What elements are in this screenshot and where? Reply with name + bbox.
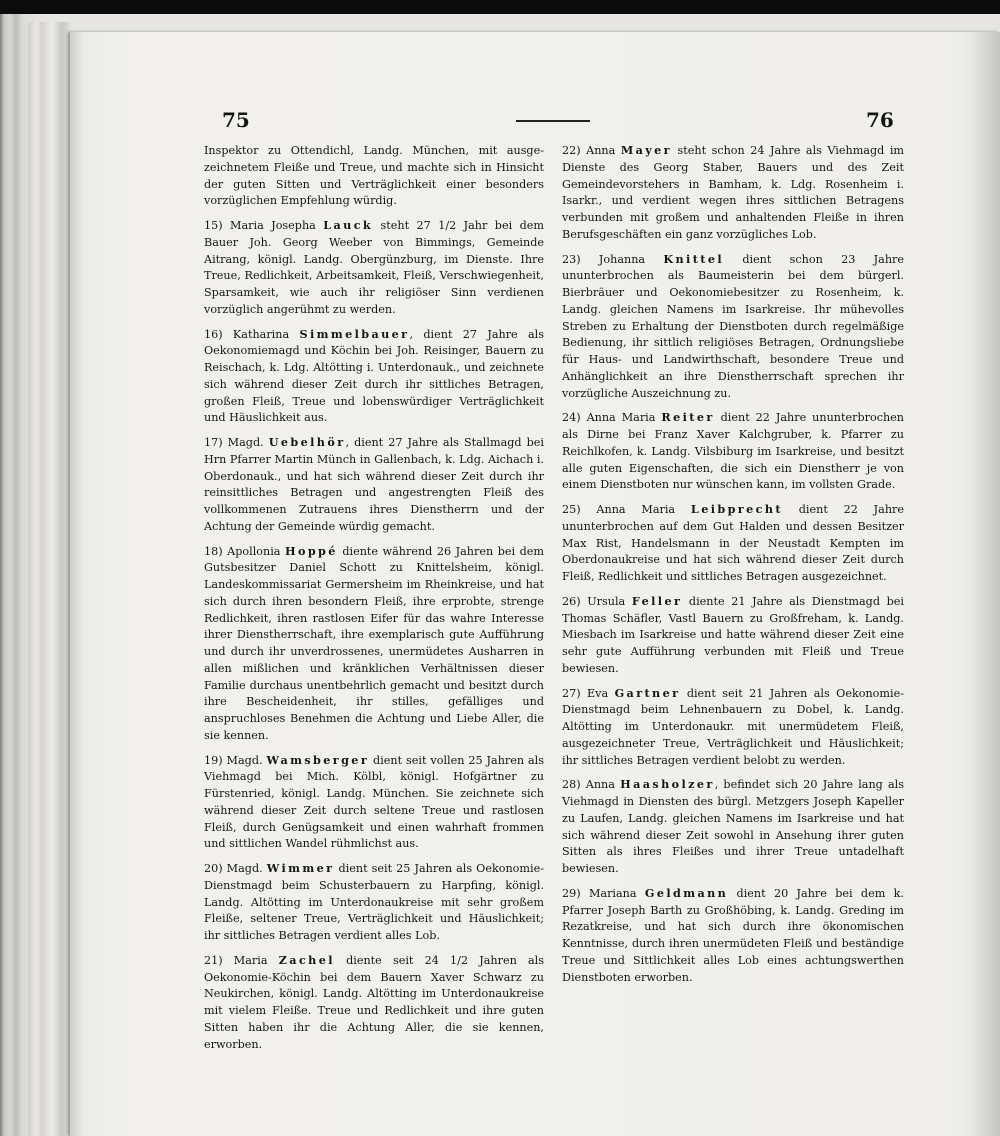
entry-text: steht schon 24 Jahre als Viehmagd im Dienste des Georg Staber, Bauers und des Zeit Gemeindevorstehers in Bamham, k. Ldg. Rosenheim i. Isarkr., und verdient wegen ihres sittlichen Betragens verbunden mit großem und anhaltenden Fleiße in ihren Berufsgeschäften ein ganz vorzügliches Lob. <box>562 144 905 241</box>
entry-text: diente seit 24 1/2 Jahren als Oekonomie-Köchin bei dem Bauern Xaver Schwarz zu Neukirchen, königl. Landg. Altötting im Unterdonaukreise mit vielem Fleiße. Treue und Redlichkeit und ihre guten Sitten haben ihr die Achtung Aller, die sie kennen, erworben. <box>204 953 544 1051</box>
entry-name: Leibprecht <box>690 502 783 516</box>
entry-text: steht 27 1/2 Jahr bei dem Bauer Joh. Georg Weeber von Bimmings, Gemeinde Aitrang, königl. Landg. Obergünzburg, im Dienste. Ihre Treue, Redlichkeit, Arbeitsamkeit, Fleiß, Verschwiegenheit, Sparsamkeit, wie auch ihr religiöser Sinn verdienen vorzüglich angerühmt zu werden. <box>204 219 544 316</box>
entry-name: Simmelbauer <box>299 326 410 341</box>
entry-name: Knittel <box>663 251 725 266</box>
entry-text: diente 21 Jahre als Dienstmagd bei Thomas Schäfler, Vastl Bauern zu Großfreham, k. Landg. Miesbach im Isarkreise und hatte während dieser Zeit eine sehr gute Aufführung verbunden mit Fleiß und Treue bewiesen. <box>562 594 904 675</box>
book-page-edges <box>28 22 73 1136</box>
entry-lead: 26) Ursula <box>562 594 632 608</box>
paragraph <box>204 217 544 319</box>
page-number-right: 76 <box>866 108 894 132</box>
entry-lead: 23) Johanna <box>562 252 664 266</box>
paragraph <box>204 860 544 945</box>
paragraph <box>562 685 904 770</box>
paragraph <box>562 593 904 678</box>
entry-name: Feller <box>631 593 683 608</box>
header-rule <box>516 120 590 122</box>
paragraph <box>204 543 544 745</box>
entry-lead: 22) Anna <box>562 144 621 157</box>
entry-text: dient seit 25 Jahren als Oekonomie-Dienstmagd beim Schusterbauern zu Harpfing, königl. Landg. Altötting im Unterdonaukreise mit sehr großem Fleiße, seltener Treue, Verträglichkeit und Häuslichkeit; ihr sittliches Betragen verdient alles Lob. <box>204 862 544 942</box>
paragraph <box>562 776 904 878</box>
paragraph <box>204 434 544 536</box>
entry-lead: 18) Apollonia <box>204 544 285 558</box>
entry-name: Zachel <box>278 952 335 967</box>
paragraph <box>204 952 544 1054</box>
page-shadow <box>970 32 1000 1136</box>
paragraph <box>562 409 904 494</box>
entry-text: Inspektor zu Ottendichl, Landg. München, mit ausge-zeichnetem Fleiße und Treue, und machte sich in Hinsicht der guten Sitten und Verträglichkeit einer besonders vorzüglichen Empfehlung würdig. <box>204 144 544 208</box>
text-column-left <box>204 142 544 1060</box>
entry-text: diente während 26 Jahren bei dem Gutsbesitzer Daniel Schott zu Knittelsheim, königl. Landeskommissariat Germersheim im Rheinkreise, und hat sich durch ihren besondern Fleiß, ihre erprobte, strenge Redlichkeit, ihren rastlosen Eifer für das wahre Interesse ihrer Dienstherrschaft, ihre exemplarisch gute Aufführung und durch ihr unverdrossenes, unermüdetes Ausharren in allen mißlichen und kränklichen Verhältnissen dieser Familie durchaus unentbehrlich gemacht und besitzt durch ihre Bescheidenheit, ihr stilles, gefälliges und anspruchloses Benehmen die Achtung und Liebe Aller, die sie kennen. <box>204 544 544 742</box>
entry-lead: 28) Anna <box>562 778 621 792</box>
paragraph <box>562 142 904 244</box>
entry-lead: 21) Maria <box>204 953 279 967</box>
entry-lead: 17) Magd. <box>204 436 269 449</box>
entry-lead: 29) Mariana <box>562 886 645 900</box>
entry-text: dient 22 Jahre ununterbrochen auf dem Gut Halden und dessen Besitzer Max Rist, Handelsmann in der Neustadt Kempten im Oberdonaukreise und hat sich während dieser Zeit durch Fleiß, Redlichkeit und sittliches Betragen ausgezeichnet. <box>562 503 904 583</box>
entry-name: Mayer <box>620 143 672 157</box>
entry-name: Gartner <box>614 685 681 700</box>
paragraph <box>204 326 544 428</box>
entry-text: , dient 27 Jahre als Oekonomiemagd und Köchin bei Joh. Reisinger, Bauern zu Reischach, k. Ldg. Altötting i. Unterdonauk., und zeichnete sich während dieser Zeit durch ihr sittliches Betragen, großen Fleiß, Treue und lobenswürdiger Verträglichkeit und Häuslichkeit aus. <box>204 327 544 425</box>
entry-lead: 19) Magd. <box>204 753 267 767</box>
paragraph <box>562 501 904 586</box>
entry-text: , befindet sich 20 Jahre lang als Viehmagd in Diensten des bürgl. Metzgers Joseph Kapeller zu Laufen, Landg. gleichen Namens im Isarkreise und hat sich während dieser Zeit sowohl in Ansehung ihrer guten Sitten als ihres Fleißes und ihrer Treue untadelhaft bewiesen. <box>562 778 904 875</box>
paragraph <box>562 885 904 987</box>
entry-name: Haasholzer <box>620 777 715 792</box>
entry-name: Wimmer <box>266 861 335 875</box>
entry-lead: 15) Maria Josepha <box>204 219 324 232</box>
entry-lead: 27) Eva <box>562 686 615 700</box>
entry-lead: 20) Magd. <box>204 862 267 875</box>
paragraph <box>204 752 544 854</box>
entry-text: dient seit vollen 25 Jahren als Viehmagd bei Mich. Kölbl, königl. Hofgärtner zu Fürstenried, königl. Landg. München. Sie zeichnete sich während dieser Zeit durch seltene Treue und rastlosen Fleiß, durch Genügsamkeit und einen wahrhaft frommen und sittlichen Wandel rühmlichst aus. <box>204 753 544 851</box>
entry-name: Geldmann <box>644 885 729 900</box>
entry-name: Uebelhör <box>268 435 346 449</box>
text-column-right <box>562 142 904 993</box>
paragraph <box>204 142 544 210</box>
entry-name: Wamsberger <box>266 752 370 767</box>
entry-name: Reiter <box>661 410 715 425</box>
entry-text: dient 20 Jahre bei dem k. Pfarrer Joseph Barth zu Großhöbing, k. Landg. Greding im Rezatkreise, und hat sich durch ihre ökonomischen Kenntnisse, durch ihren unermüdeten Fleiß und beständige Treue und Sittlichkeit alles Lob eines achtungswerthen Dienstboten erworben. <box>562 886 904 984</box>
entry-text: dient schon 23 Jahre ununterbrochen als Baumeisterin bei dem bürgerl. Bierbräuer und Oekonomiebesitzer zu Rosenheim, k. Landg. gleichen Namens im Isarkreise. Ihr mühevolles Streben zu Erhaltung der Dienstboten durch regelmäßige Bedienung, ihr sittlich religiöses Betragen, Ordnungsliebe für Haus- und Landwirthschaft, besondere Treue und Anhänglichkeit an ihre Dienstherrschaft sprechen ihr vorzügliche Auszeichnung zu. <box>562 252 904 400</box>
entry-lead: 24) Anna Maria <box>562 411 662 425</box>
entry-name: Lauck <box>323 218 374 232</box>
page-number-left: 75 <box>222 108 250 132</box>
paragraph <box>562 251 904 403</box>
entry-text: dient 22 Jahre ununterbrochen als Dirne bei Franz Xaver Kalchgruber, k. Pfarrer zu Reichlkofen, k. Landg. Vilsbiburg im Isarkreise, und besitzt alle guten Eigenschaften, die sich ein Dienstherr je von einem Dienstboten nur wünschen kann, im vollsten Grade. <box>562 411 904 492</box>
entry-text: , dient 27 Jahre als Stallmagd bei Hrn Pfarrer Martin Münch in Gallenbach, k. Ldg. Aichach i. Oberdonauk., und hat sich während dieser Zeit durch ihr reinsittliches Betragen und angestrengten Fleiß des vollkommenen Zutrauens ihres Dienstherrn und der Achtung der Gemeinde würdig gemacht. <box>204 436 544 533</box>
entry-name: Hoppé <box>285 543 338 558</box>
entry-text: dient seit 21 Jahren als Oekonomie-Dienstmagd beim Lehnenbauern zu Dobel, k. Landg. Altötting im Unterdonaukr. mit unermüdetem Fleiß, ausgezeichneter Treue, Verträglichkeit und Häuslichkeit; ihr sittliches Betragen verdient belobt zu werden. <box>562 686 904 767</box>
entry-lead: 25) Anna Maria <box>562 503 691 516</box>
entry-lead: 16) Katharina <box>204 327 300 341</box>
